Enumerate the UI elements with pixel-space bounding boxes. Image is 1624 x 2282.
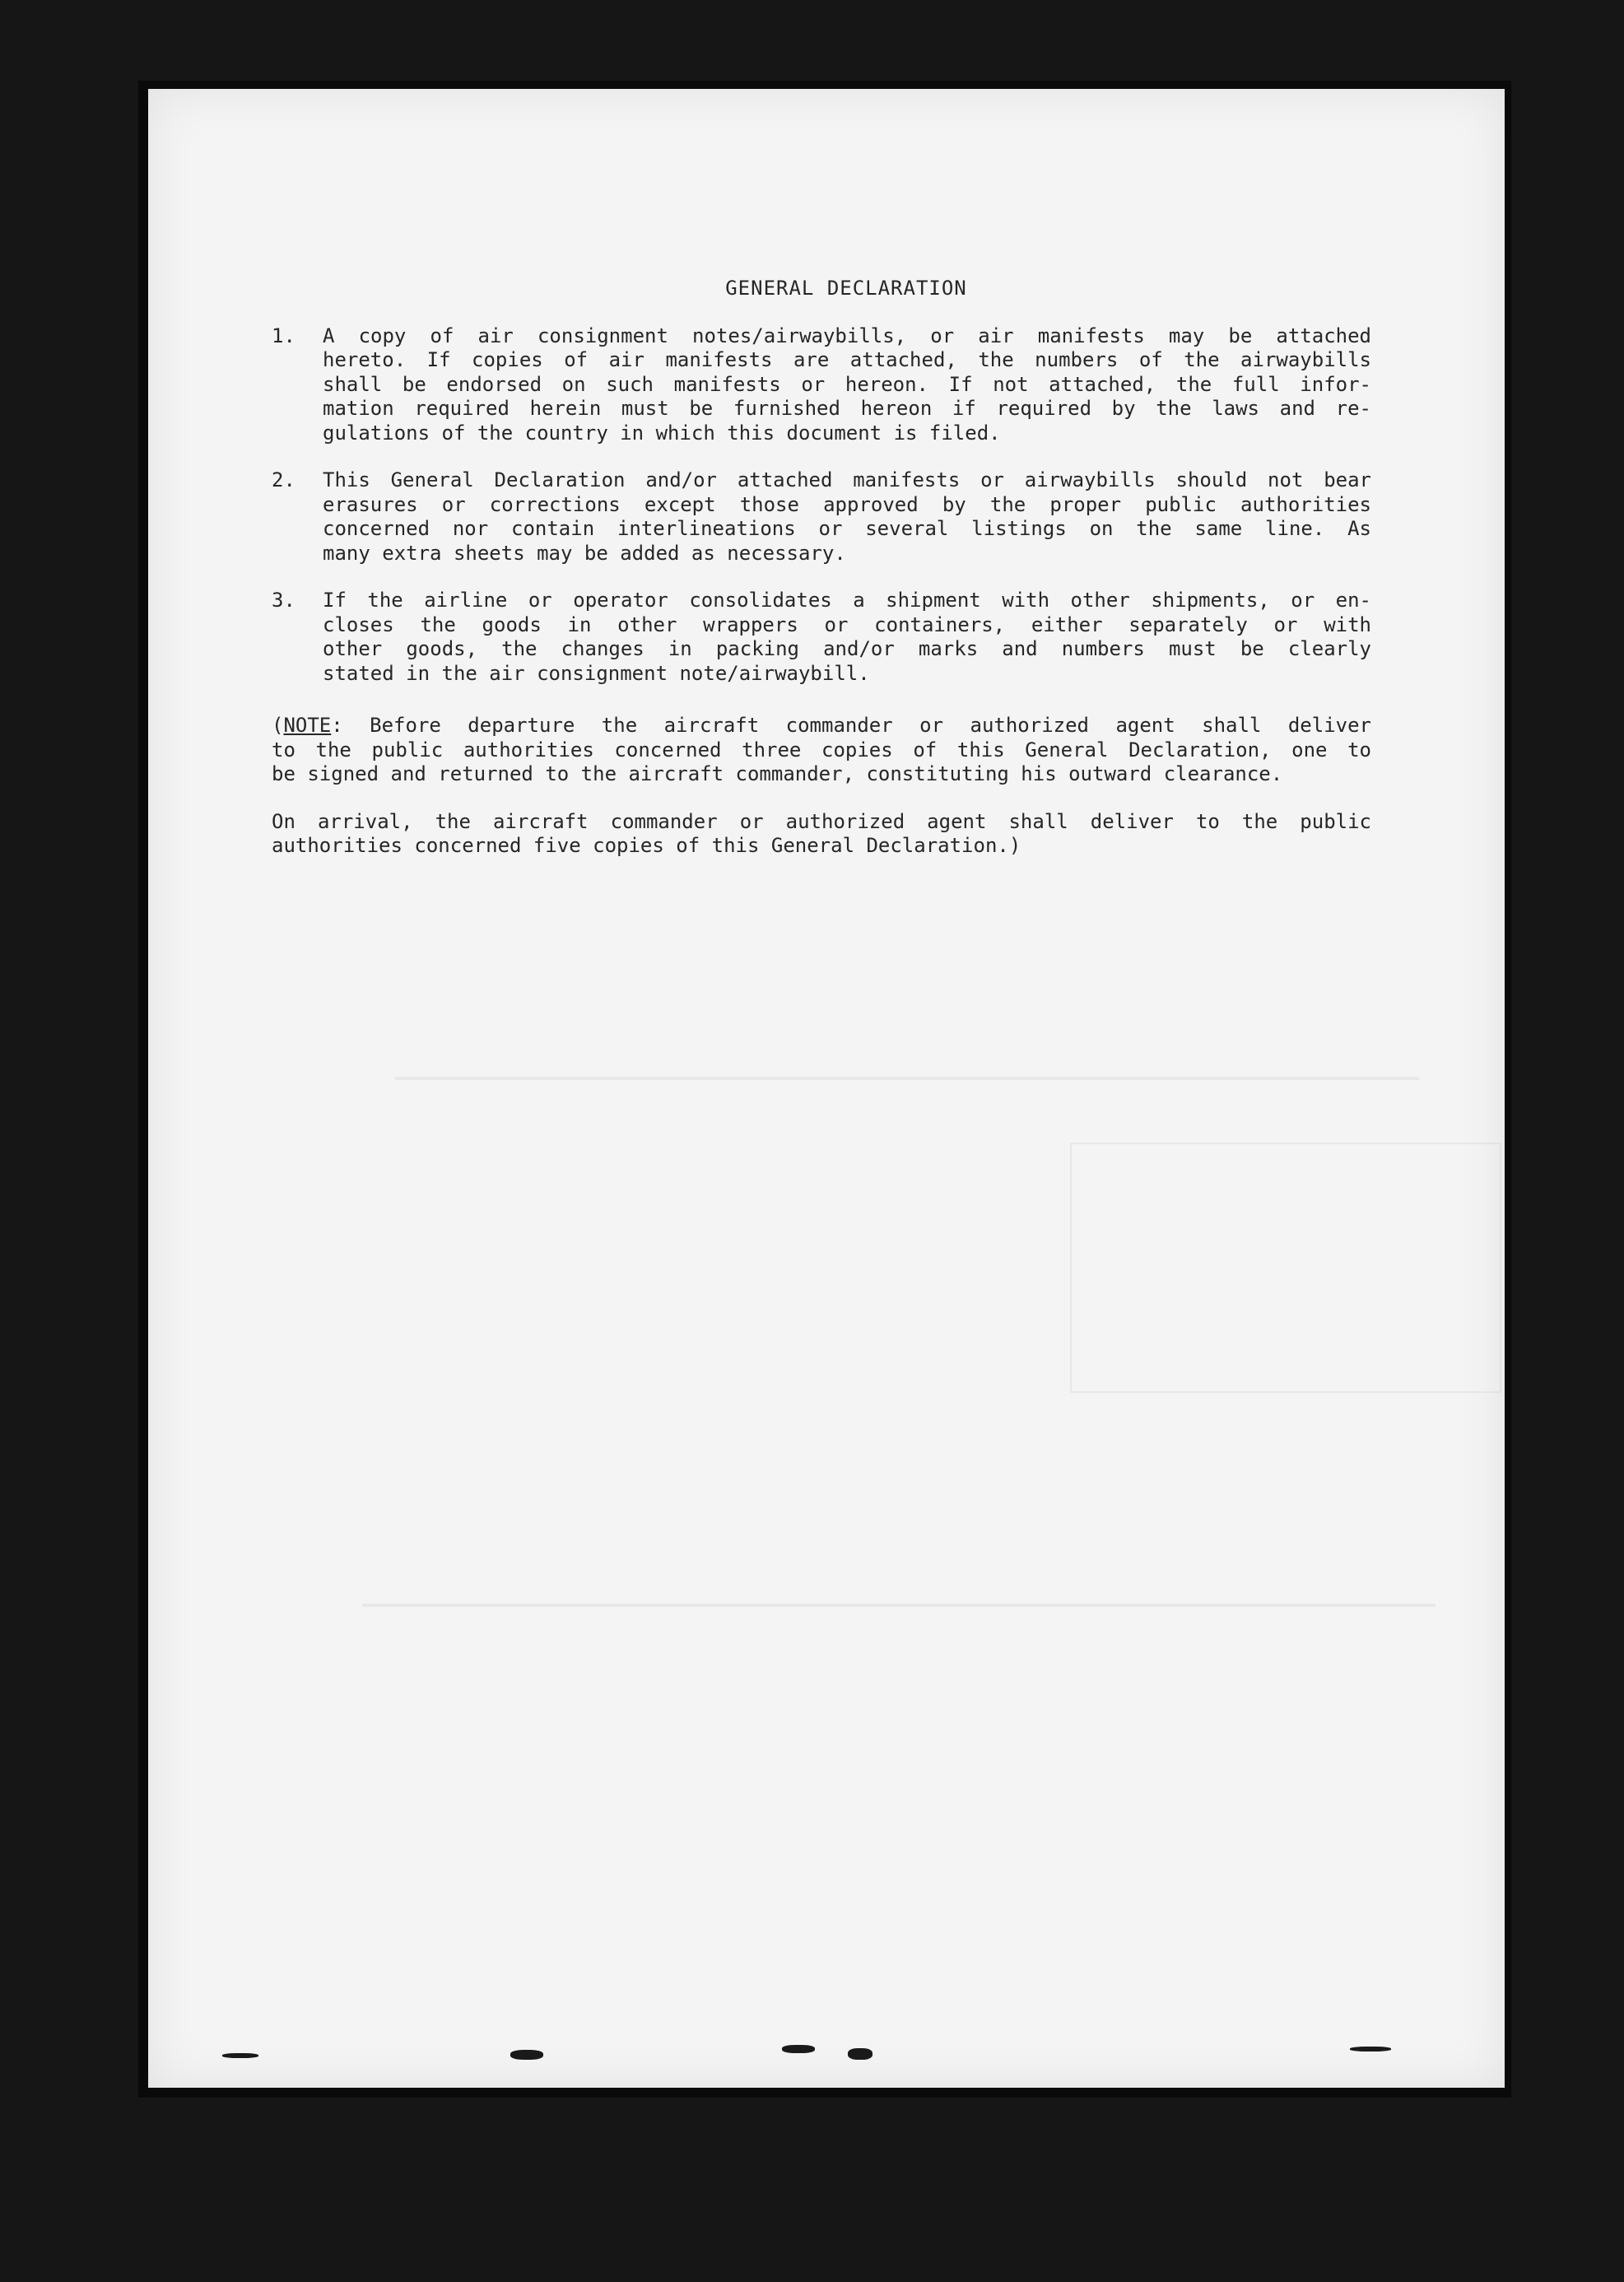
item-line: closes the goods in other wrappers or containers, either separately or with	[323, 612, 1371, 636]
note-first-line-text: : Before departure the aircraft commander or authorized agent shall deliver	[331, 714, 1371, 737]
item-number: 3.	[272, 589, 295, 612]
item-line: A copy of air consignment notes/airwaybills, or air manifests may be attached	[323, 324, 1371, 347]
scan-speck	[1350, 2047, 1391, 2051]
page-title: GENERAL DECLARATION	[725, 277, 967, 300]
list-item	[272, 468, 1371, 566]
item-line: shall be endorsed on such manifests or hereon. If not attached, the full infor-	[323, 372, 1371, 396]
note-line: to the public authorities concerned three copies of this General Declaration, one to	[272, 738, 1371, 761]
note-first-line	[272, 714, 1371, 738]
item-number: 2.	[272, 468, 295, 491]
bleed-through-rule	[362, 1604, 1436, 1607]
bleed-through-rule	[395, 1077, 1419, 1080]
item-line: many extra sheets may be added as necessary.	[323, 541, 846, 565]
list-item	[272, 324, 1371, 446]
item-line: If the airline or operator consolidates a shipment with other shipments, or en-	[323, 589, 1371, 612]
list-item	[272, 589, 1371, 686]
item-line: other goods, the changes in packing and/or marks and numbers must be clearly	[323, 637, 1371, 660]
arrival-paragraph	[272, 810, 1371, 859]
note-label: NOTE	[283, 714, 332, 737]
item-line: This General Declaration and/or attached manifests or airwaybills should not bear	[323, 468, 1371, 491]
item-line: hereto. If copies of air manifests are attached, the numbers of the airwaybills	[323, 348, 1371, 371]
item-line: mation required herein must be furnished hereon if required by the laws and re-	[323, 397, 1371, 420]
note-line: be signed and returned to the aircraft commander, constituting his outward clearance.	[272, 762, 1283, 785]
scan-speck	[782, 2045, 815, 2053]
arrival-line: On arrival, the aircraft commander or authorized agent shall deliver to the public	[272, 809, 1371, 833]
item-number: 1.	[272, 324, 295, 347]
scan-speck	[510, 2050, 543, 2060]
bleed-through-box	[1070, 1143, 1501, 1393]
note-open-paren: (	[272, 714, 284, 737]
item-line: stated in the air consignment note/airwaybill.	[323, 661, 870, 685]
arrival-line: authorities concerned five copies of this General Declaration.)	[272, 834, 1021, 857]
scan-speck	[848, 2048, 872, 2060]
item-line: erasures or corrections except those approved by the proper public authorities	[323, 492, 1371, 516]
note-paragraph	[272, 714, 1371, 787]
item-line: concerned nor contain interlineations or several listings on the same line. As	[323, 517, 1371, 540]
document-body	[272, 277, 1371, 859]
item-line: gulations of the country in which this document is filed.	[323, 421, 1001, 445]
document-page	[148, 89, 1505, 2088]
scan-speck	[222, 2053, 258, 2058]
